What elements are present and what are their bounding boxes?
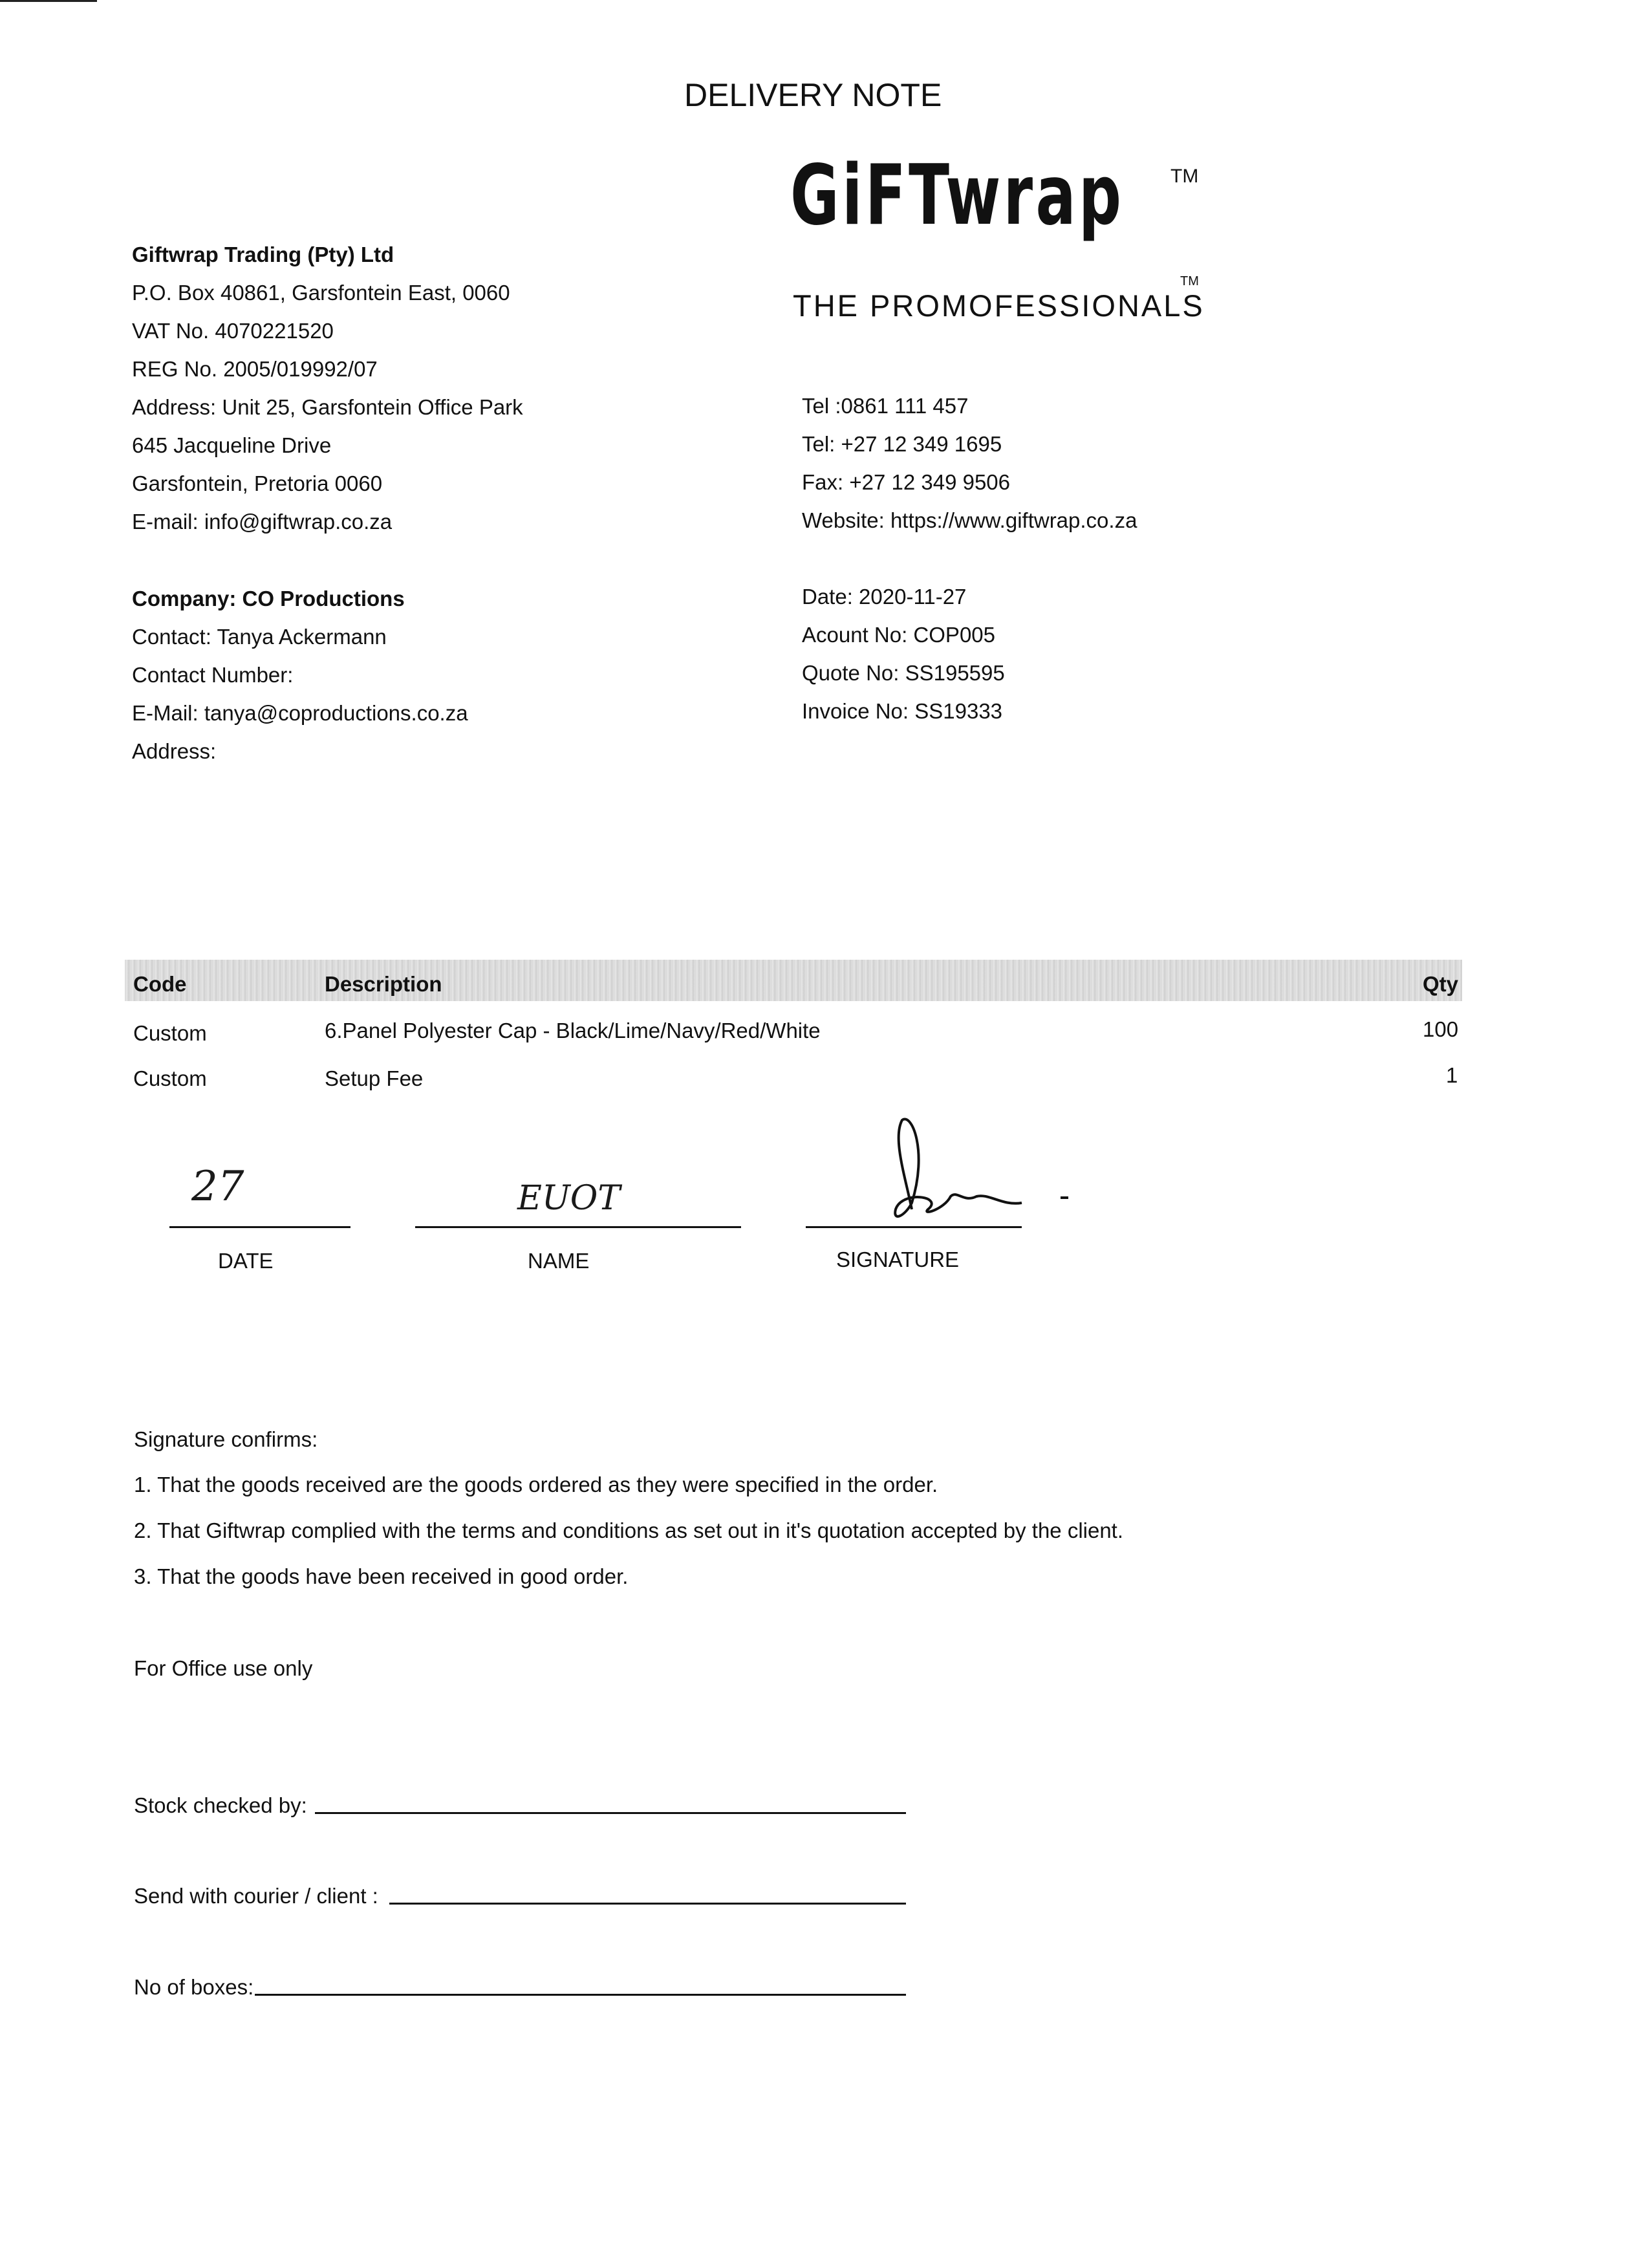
customer-contact-number: Contact Number: — [132, 663, 294, 687]
send-with-label: Send with courier / client : — [134, 1884, 378, 1908]
invoice-number: Invoice No: SS19333 — [802, 699, 1003, 723]
boxes-line[interactable] — [255, 1994, 906, 1996]
customer-company: Company: CO Productions — [132, 587, 405, 610]
quote-number: Quote No: SS195595 — [802, 661, 1005, 685]
website: Website: https://www.giftwrap.co.za — [802, 508, 1137, 532]
logo-tagline: THE PROMOFESSIONALS — [793, 288, 1205, 323]
row-qty: 1 — [1446, 1063, 1458, 1087]
header-description: Description — [325, 972, 442, 996]
date-label: DATE — [218, 1249, 274, 1273]
tagline-trademark: TM — [1180, 274, 1199, 288]
supplier-address-line2: 645 Jacqueline Drive — [132, 433, 332, 457]
name-label: NAME — [528, 1249, 590, 1273]
order-date: Date: 2020-11-27 — [802, 585, 967, 609]
supplier-name: Giftwrap Trading (Pty) Ltd — [132, 243, 394, 266]
telephone-1: Tel :0861 111 457 — [802, 394, 969, 418]
supplier-reg: REG No. 2005/019992/07 — [132, 357, 378, 381]
row-description: 6.Panel Polyester Cap - Black/Lime/Navy/Red/White — [325, 1019, 821, 1042]
handwritten-signature — [867, 1112, 1080, 1235]
header-qty: Qty — [1423, 972, 1459, 996]
row-code: Custom — [133, 1021, 207, 1045]
terms-heading: Signature confirms: — [134, 1427, 318, 1451]
customer-email: E-Mail: tanya@coproductions.co.za — [132, 701, 468, 725]
supplier-po-box: P.O. Box 40861, Garsfontein East, 0060 — [132, 281, 510, 305]
logo-trademark: TM — [1170, 166, 1199, 187]
customer-contact: Contact: Tanya Ackermann — [132, 625, 387, 649]
fax-number: Fax: +27 12 349 9506 — [802, 470, 1011, 494]
name-line — [415, 1226, 741, 1228]
supplier-vat: VAT No. 4070221520 — [132, 319, 334, 343]
customer-address: Address: — [132, 739, 217, 763]
terms-item: 3. That the goods have been received in good order. — [134, 1564, 629, 1588]
row-description: Setup Fee — [325, 1066, 424, 1090]
send-with-line[interactable] — [389, 1903, 906, 1905]
boxes-label: No of boxes: — [134, 1975, 254, 1999]
supplier-email: E-mail: info@giftwrap.co.za — [132, 510, 393, 534]
header-code: Code — [133, 972, 187, 996]
page-title: DELIVERY NOTE — [684, 77, 942, 113]
row-qty: 100 — [1423, 1017, 1459, 1041]
telephone-2: Tel: +27 12 349 1695 — [802, 432, 1002, 456]
logo-wordmark: GiFTwrap — [790, 147, 1125, 244]
supplier-address-line1: Address: Unit 25, Garsfontein Office Park — [132, 395, 523, 419]
handwritten-date: 27 — [191, 1163, 244, 1211]
signature-label: SIGNATURE — [836, 1247, 960, 1271]
terms-item: 2. That Giftwrap complied with the terms and conditions as set out in it's quotation accepted by the client. — [134, 1518, 1124, 1542]
terms-item: 1. That the goods received are the goods ordered as they were specified in the order. — [134, 1473, 938, 1496]
handwritten-name: EUOT — [517, 1179, 621, 1218]
row-code: Custom — [133, 1066, 207, 1090]
scan-edge-mark — [0, 0, 97, 2]
stock-checked-label: Stock checked by: — [134, 1793, 307, 1817]
stock-checked-line[interactable] — [315, 1812, 906, 1814]
date-line — [169, 1226, 350, 1228]
signature-line — [806, 1226, 1022, 1228]
office-heading: For Office use only — [134, 1656, 313, 1680]
supplier-address-line3: Garsfontein, Pretoria 0060 — [132, 471, 383, 495]
account-number: Acount No: COP005 — [802, 623, 995, 647]
